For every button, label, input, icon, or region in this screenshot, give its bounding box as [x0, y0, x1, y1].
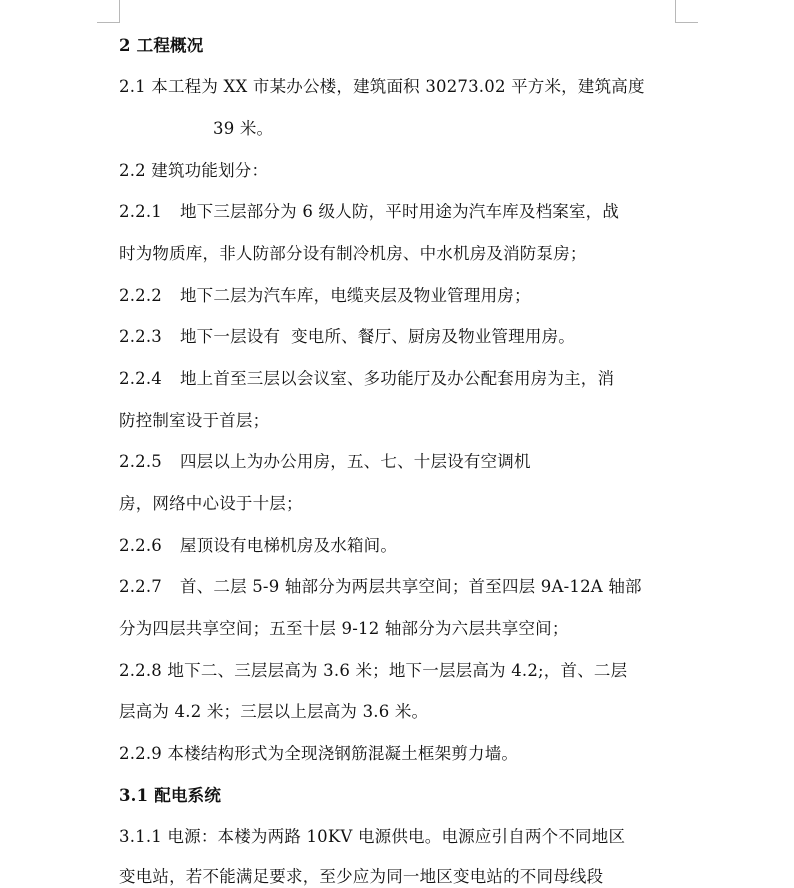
para-2-2-4-text: 地上首至三层以会议室、多功能厅及办公配套用房为主，消	[179, 369, 615, 388]
para-3-1-1-line-2: 变电站，若不能满足要求，至少应为同一地区变电站的不同母线段	[119, 867, 604, 886]
para-2-2-2	[119, 285, 531, 307]
para-2-2-1-line-1	[119, 201, 619, 223]
para-2-2-6-text: 屋顶设有电梯机房及水箱间。	[179, 536, 398, 555]
section-3-1-heading: 3.1 配电系统	[119, 786, 222, 805]
para-2-2-2-text: 地下二层为汽车库，电缆夹层及物业管理用房；	[179, 286, 531, 305]
section-2-heading: 2 工程概况	[119, 36, 204, 55]
para-2-2-7-text: 首、二层 5-9 轴部分为两层共享空间；首至四层 9A-12A 轴部	[179, 577, 642, 596]
para-2-2-5-number: 2.2.5	[119, 452, 162, 471]
para-2-2-4-line-1	[119, 368, 614, 390]
para-2-2-3	[119, 326, 575, 348]
para-2-2-7-line-2: 分为四层共享空间；五至十层 9-12 轴部分为六层共享空间；	[119, 619, 569, 638]
para-3-1-1-line-1: 3.1.1 电源：本楼为两路 10KV 电源供电。电源应引自两个不同地区	[119, 827, 626, 846]
para-2-2-8-line-2: 层高为 4.2 米；三层以上层高为 3.6 米。	[119, 702, 429, 721]
para-2-2-6	[119, 535, 397, 557]
para-2-2-1-text: 地下三层部分为 6 级人防，平时用途为汽车库及档案室，战	[179, 202, 620, 221]
para-2-2-1-line-2: 时为物质库，非人防部分设有制冷机房、中水机房及消防泵房；	[119, 244, 587, 263]
para-2-2-5-text: 四层以上为办公用房，五、七、十层设有空调机	[179, 452, 531, 471]
para-2-2-5-line-2: 房，网络中心设于十层；	[119, 494, 303, 513]
para-2-2-4-number: 2.2.4	[119, 369, 162, 388]
para-2-2-5-line-1	[119, 451, 531, 473]
para-2-2-8-line-1: 2.2.8 地下二、三层层高为 3.6 米；地下一层层高为 4.2;，首、二层	[119, 661, 628, 680]
para-2-2-3-text: 地下一层设有 变电所、餐厅、厨房及物业管理用房。	[179, 327, 575, 346]
para-2-2-4-line-2: 防控制室设于首层；	[119, 411, 270, 430]
crop-mark-top-left	[97, 0, 120, 23]
para-2-2-7-number: 2.2.7	[119, 577, 162, 596]
crop-mark-top-right	[675, 0, 698, 23]
para-2-2-1-number: 2.2.1	[119, 202, 162, 221]
para-2-2-2-number: 2.2.2	[119, 286, 162, 305]
para-2-2-7-line-1	[119, 576, 642, 598]
para-2-2-9: 2.2.9 本楼结构形式为全现浇钢筋混凝土框架剪力墙。	[119, 744, 519, 763]
para-2-1-line-1: 2.1 本工程为 XX 市某办公楼，建筑面积 30273.02 平方米，建筑高度	[119, 77, 645, 96]
para-2-1-line-2: 39 米。	[213, 119, 274, 138]
para-2-2-6-number: 2.2.6	[119, 536, 162, 555]
para-2-2-3-number: 2.2.3	[119, 327, 162, 346]
para-2-2: 2.2 建筑功能划分：	[119, 161, 269, 180]
